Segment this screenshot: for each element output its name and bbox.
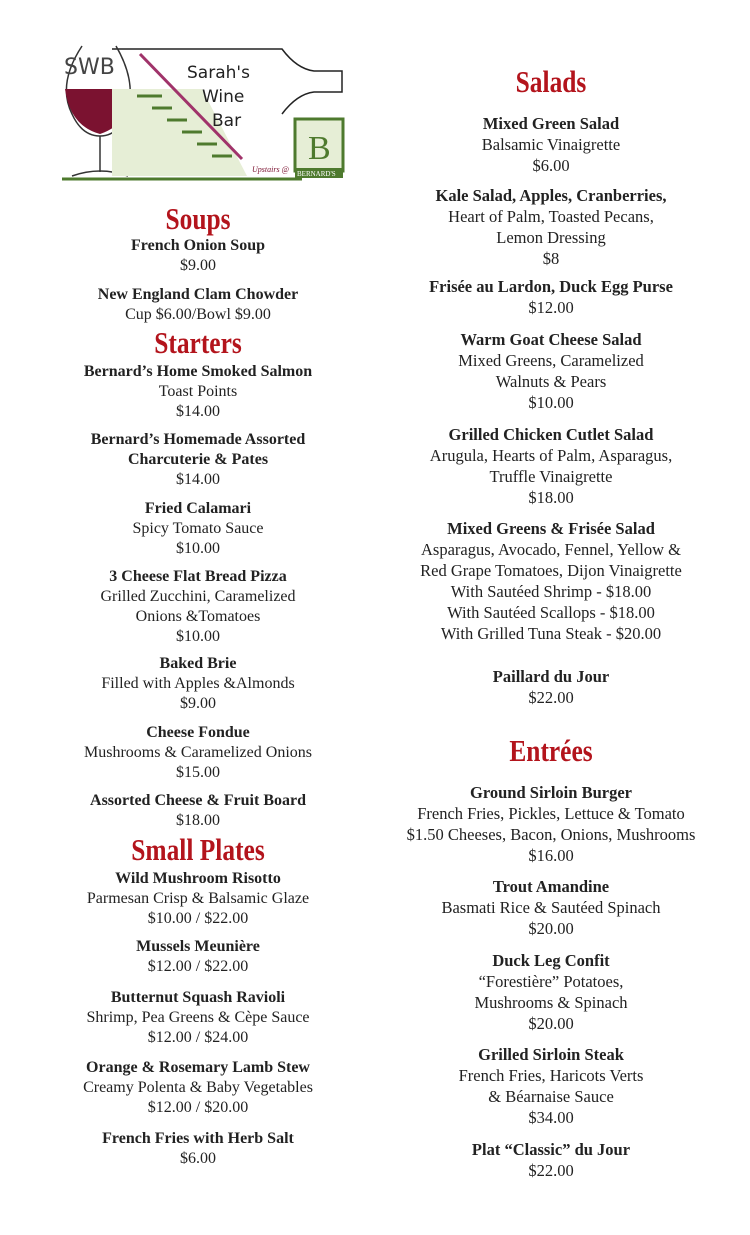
menu-item-name: Grilled Chicken Cutlet Salad <box>448 425 654 444</box>
menu-item-description: Red Grape Tomatoes, Dijon Vinaigrette <box>420 561 682 580</box>
menu-item-new-england-clam-chowder <box>48 285 348 325</box>
menu-item-price: $1.50 Cheeses, Bacon, Onions, Mushrooms <box>406 825 696 844</box>
menu-item-description: Mushrooms & Spinach <box>474 993 628 1012</box>
menu-item-description: Parmesan Crisp & Balsamic Glaze <box>86 890 310 907</box>
menu-item-description: Shrimp, Pea Greens & Cèpe Sauce <box>86 1009 310 1026</box>
menu-item-description: “Forestière” Potatoes, <box>478 972 624 991</box>
menu-item-price: $22.00 <box>528 1161 574 1180</box>
menu-item-price: $15.00 <box>176 764 220 781</box>
menu-item-name: Cheese Fondue <box>146 724 250 741</box>
menu-item-price: $10.00 <box>176 628 220 645</box>
menu-item-warm-goat-cheese-salad <box>396 329 706 413</box>
menu-item-description: Creamy Polenta & Baby Vegetables <box>83 1079 313 1096</box>
menu-item-name: Grilled Sirloin Steak <box>478 1045 624 1064</box>
menu-item-plat-classic-du-jour <box>396 1139 706 1181</box>
svg-text:SWB: SWB <box>64 55 115 80</box>
menu-item-name: 3 Cheese Flat Bread Pizza <box>109 568 287 585</box>
menu-item-price: $12.00 <box>528 298 574 317</box>
menu-item-description: Asparagus, Avocado, Fennel, Yellow & <box>420 540 681 559</box>
menu-item-wild-mushroom-risotto <box>48 869 348 929</box>
menu-item-assorted-cheese-fruit-board <box>48 791 348 831</box>
menu-item-description: Mushrooms & Caramelized Onions <box>84 744 312 761</box>
menu-item-price: $6.00 <box>180 1150 216 1167</box>
menu-item-description: Spicy Tomato Sauce <box>132 520 264 537</box>
menu-item-grilled-chicken-cutlet-salad <box>396 424 706 508</box>
menu-item-name: Kale Salad, Apples, Cranberries, <box>435 186 667 205</box>
menu-item-name: Assorted Cheese & Fruit Board <box>90 792 306 809</box>
svg-text:BERNARD'S: BERNARD'S <box>297 170 336 178</box>
menu-item-description: Balsamic Vinaigrette <box>481 135 621 154</box>
menu-item-description: French Fries, Haricots Verts <box>458 1066 644 1085</box>
menu-item-description: Heart of Palm, Toasted Pecans, <box>448 207 654 226</box>
menu-item-price: $14.00 <box>176 403 220 420</box>
sarahs-wine-bar-logo <box>52 44 350 184</box>
menu-item-name: Mixed Green Salad <box>482 114 620 133</box>
menu-item-description: Mixed Greens, Caramelized <box>458 351 644 370</box>
menu-item-bernard-s-home-smoked-salmon <box>48 362 348 422</box>
menu-item-description: Arugula, Hearts of Palm, Asparagus, <box>429 446 673 465</box>
menu-item-grilled-sirloin-steak <box>396 1044 706 1128</box>
section-heading-small-plates: Small Plates <box>131 832 265 867</box>
menu-item-price: $22.00 <box>528 688 574 707</box>
menu-item-trout-amandine <box>396 876 706 939</box>
menu-item-name: Plat “Classic” du Jour <box>471 1140 631 1159</box>
menu-item-price: $18.00 <box>528 488 574 507</box>
menu-item-name: Charcuterie & Pates <box>127 451 269 468</box>
section-heading-salads: Salads <box>515 64 587 99</box>
svg-text:Sarah's: Sarah's <box>187 63 250 83</box>
menu-item-name: Bernard’s Home Smoked Salmon <box>83 363 313 380</box>
menu-item-name: Bernard’s Homemade Assorted <box>90 431 306 448</box>
menu-item-french-onion-soup <box>48 236 348 276</box>
menu-item-price: $10.00 <box>528 393 574 412</box>
menu-item-price: $6.00 <box>532 156 570 175</box>
svg-text:Wine: Wine <box>202 87 245 107</box>
section-heading-soups: Soups <box>165 201 231 236</box>
menu-item-price: $10.00 <box>176 540 220 557</box>
menu-item-price: $8 <box>542 249 560 268</box>
menu-item-price: $14.00 <box>176 471 220 488</box>
menu-item-fris-e-au-lardon-duck-egg-purse <box>396 276 706 318</box>
svg-text:B: B <box>308 130 331 167</box>
menu-item-description: Lemon Dressing <box>496 228 606 247</box>
menu-item-bernard-s-homemade-assorted <box>48 430 348 490</box>
menu-item-ground-sirloin-burger <box>396 782 706 866</box>
menu-item-mussels-meuni-re <box>48 937 348 977</box>
section-heading-entr-es: Entrées <box>509 733 593 768</box>
menu-item-cheese-fondue <box>48 723 348 783</box>
menu-item-price: $9.00 <box>180 695 216 712</box>
menu-item-paillard-du-jour <box>396 666 706 708</box>
menu-item-fried-calamari <box>48 499 348 559</box>
menu-item-name: Butternut Squash Ravioli <box>110 989 286 1006</box>
menu-item-name: Duck Leg Confit <box>492 951 610 970</box>
menu-item-description: French Fries, Pickles, Lettuce & Tomato <box>417 804 685 823</box>
menu-item-baked-brie <box>48 654 348 714</box>
menu-item-name: French Fries with Herb Salt <box>102 1130 294 1147</box>
menu-item-price: $9.00 <box>180 257 216 274</box>
menu-item-description: With Grilled Tuna Steak - $20.00 <box>440 624 662 643</box>
menu-item-name: French Onion Soup <box>131 237 265 254</box>
menu-item-name: Trout Amandine <box>492 877 610 896</box>
menu-item-description: Cup $6.00/Bowl $9.00 <box>125 306 271 323</box>
menu-item-description: Walnuts & Pears <box>495 372 607 391</box>
menu-item-price: $34.00 <box>528 1108 574 1127</box>
menu-item-name: Mussels Meunière <box>136 938 260 955</box>
menu-item-price: $18.00 <box>176 812 220 829</box>
menu-item-french-fries-with-herb-salt <box>48 1129 348 1169</box>
menu-item-name: Frisée au Lardon, Duck Egg Purse <box>429 277 673 296</box>
menu-item-name: Mixed Greens & Frisée Salad <box>447 519 655 538</box>
menu-item-price: $12.00 / $22.00 <box>147 958 249 975</box>
menu-item-mixed-greens-fris-e-salad <box>396 518 706 644</box>
menu-item-description: Grilled Zucchini, Caramelized <box>100 588 296 605</box>
menu-item-duck-leg-confit <box>396 950 706 1034</box>
menu-item-description: Toast Points <box>158 383 238 400</box>
menu-item-kale-salad-apples-cranberries <box>396 185 706 269</box>
menu-item-price: $12.00 / $20.00 <box>147 1099 249 1116</box>
menu-item-description: With Sautéed Shrimp - $18.00 <box>450 582 652 601</box>
menu-item-price: $20.00 <box>528 1014 574 1033</box>
section-heading-starters: Starters <box>154 325 242 360</box>
menu-item-price: $20.00 <box>528 919 574 938</box>
menu-item-orange-rosemary-lamb-stew <box>48 1058 348 1118</box>
menu-item-name: Wild Mushroom Risotto <box>115 870 281 887</box>
menu-item-description: Truffle Vinaigrette <box>489 467 613 486</box>
menu-item-mixed-green-salad <box>396 113 706 176</box>
menu-item-description: Filled with Apples &Almonds <box>101 675 295 692</box>
menu-item-name: Fried Calamari <box>144 500 252 517</box>
menu-item-price: $12.00 / $24.00 <box>147 1029 249 1046</box>
svg-text:Bar: Bar <box>212 111 242 131</box>
menu-item-name: Paillard du Jour <box>492 667 610 686</box>
menu-item-price: $10.00 / $22.00 <box>147 910 249 927</box>
svg-text:Upstairs @: Upstairs @ <box>252 165 289 174</box>
menu-item-description: & Béarnaise Sauce <box>488 1087 614 1106</box>
menu-item-3-cheese-flat-bread-pizza <box>48 567 348 647</box>
menu-item-description: Basmati Rice & Sautéed Spinach <box>441 898 661 917</box>
menu-item-butternut-squash-ravioli <box>48 988 348 1048</box>
menu-item-price: $16.00 <box>528 846 574 865</box>
menu-item-name: Baked Brie <box>159 655 237 672</box>
menu-item-name: New England Clam Chowder <box>97 286 299 303</box>
menu-item-description: With Sautéed Scallops - $18.00 <box>447 603 655 622</box>
menu-item-name: Ground Sirloin Burger <box>470 783 632 802</box>
menu-item-name: Orange & Rosemary Lamb Stew <box>86 1059 310 1076</box>
menu-item-name: Warm Goat Cheese Salad <box>460 330 642 349</box>
menu-item-description: Onions &Tomatoes <box>135 608 261 625</box>
